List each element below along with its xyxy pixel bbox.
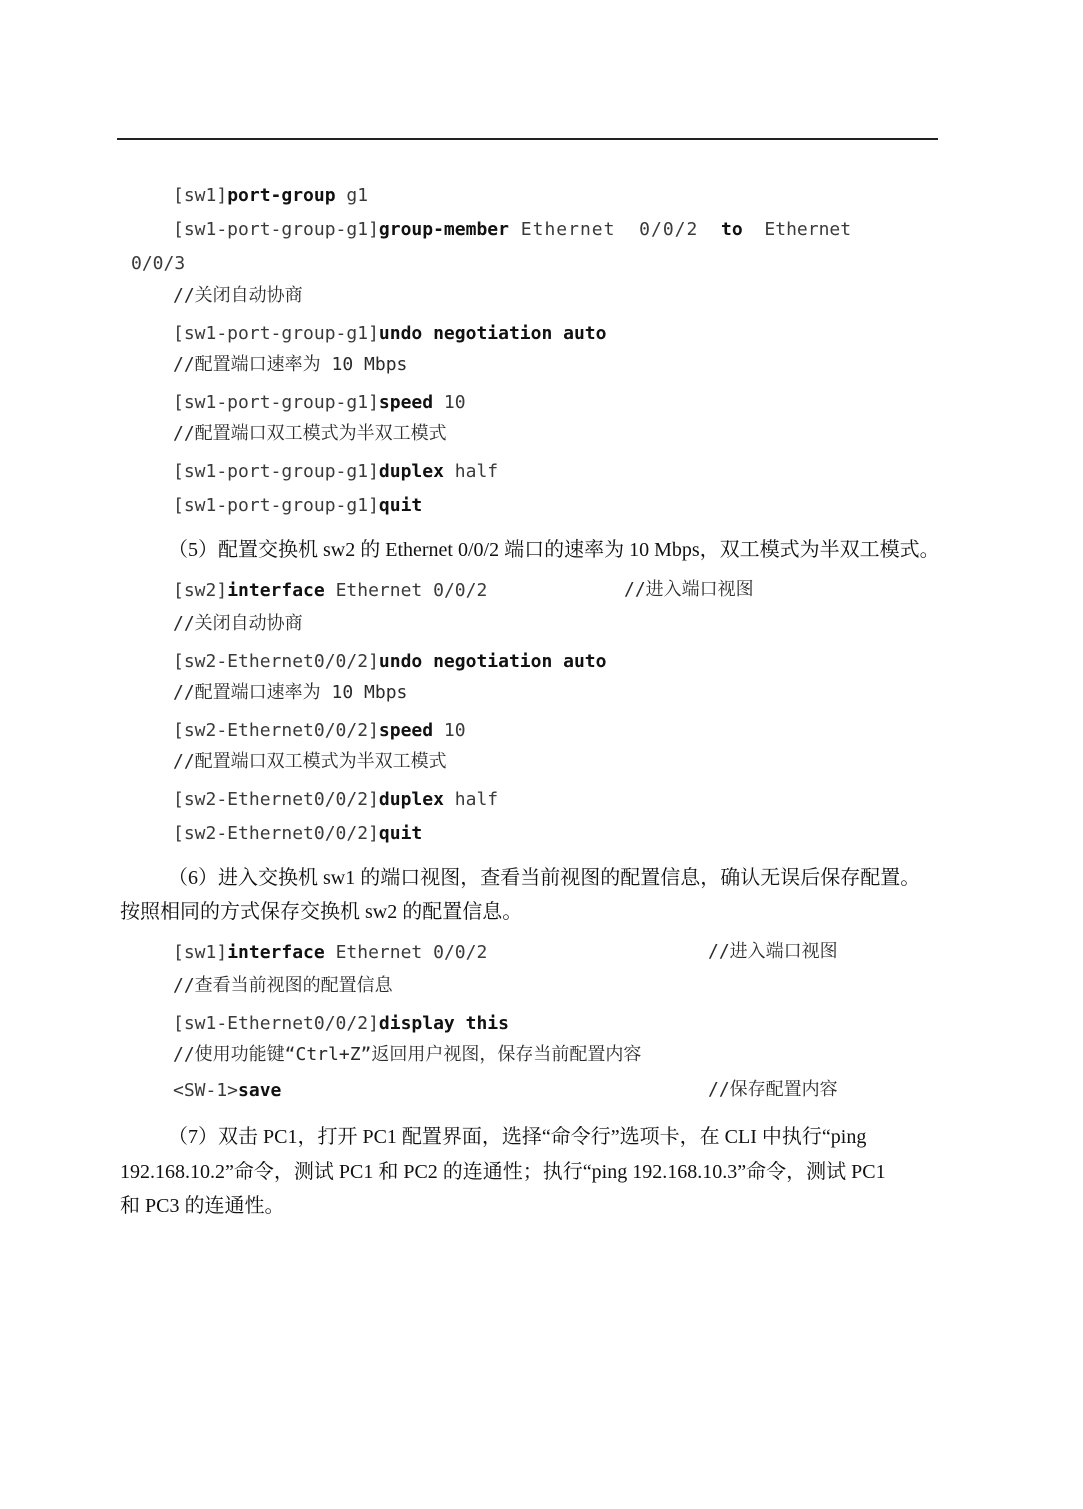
step-7-paragraph-line3: 和 PC3 的连通性。 — [120, 1195, 285, 1217]
comment-disable-autoneg: //关闭自动协商 — [173, 285, 303, 306]
step-6-paragraph-line1: （6）进入交换机 sw1 的端口视图，查看当前视图的配置信息，确认无误后保存配置。 — [168, 867, 921, 889]
comment-enter-port-view: //进入端口视图 — [624, 579, 754, 600]
code-line-undo-negotiation: [sw1-port-group-g1]undo negotiation auto — [173, 323, 607, 344]
code-line-port-group: [sw1]port-group g1 — [173, 185, 369, 206]
comment-save-config: //保存配置内容 — [708, 1079, 838, 1100]
comment-ctrl-z: //使用功能键“Ctrl+Z”返回用户视图，保存当前配置内容 — [173, 1044, 642, 1065]
comment-enter-port-view-2: //进入端口视图 — [708, 941, 838, 962]
header-rule — [117, 138, 938, 140]
comment-disable-autoneg-2: //关闭自动协商 — [173, 613, 303, 634]
code-line-sw2-quit: [sw2-Ethernet0/0/2]quit — [173, 823, 423, 844]
code-line-quit: [sw1-port-group-g1]quit — [173, 495, 423, 516]
comment-speed: //配置端口速率为 10 Mbps — [173, 354, 408, 375]
code-line-sw2-interface: [sw2]interface Ethernet 0/0/2 — [173, 580, 488, 601]
code-line-speed: [sw1-port-group-g1]speed 10 — [173, 392, 466, 413]
code-line-sw2-speed: [sw2-Ethernet0/0/2]speed 10 — [173, 720, 466, 741]
comment-speed-2: //配置端口速率为 10 Mbps — [173, 682, 408, 703]
code-line-sw2-undo-negotiation: [sw2-Ethernet0/0/2]undo negotiation auto — [173, 651, 607, 672]
comment-view-config: //查看当前视图的配置信息 — [173, 975, 393, 996]
code-line-sw2-duplex: [sw2-Ethernet0/0/2]duplex half — [173, 789, 499, 810]
step-7-paragraph-line1: （7）双击 PC1，打开 PC1 配置界面，选择“命令行”选项卡，在 CLI 中执行“ping — [168, 1126, 867, 1148]
step-7-paragraph-line2: 192.168.10.2”命令，测试 PC1 和 PC2 的连通性；执行“ping 192.168.10.3”命令，测试 PC1 — [120, 1161, 886, 1183]
code-line-duplex: [sw1-port-group-g1]duplex half — [173, 461, 499, 482]
code-line-display-this: [sw1-Ethernet0/0/2]display this — [173, 1013, 509, 1034]
code-line-group-member: [sw1-port-group-g1]group-member Ethernet 0/0/2 to Ethernet — [173, 219, 852, 240]
code-line-save: <SW-1>save — [173, 1080, 282, 1101]
step-5-paragraph: （5）配置交换机 sw2 的 Ethernet 0/0/2 端口的速率为 10 Mbps，双工模式为半双工模式。 — [168, 539, 940, 561]
comment-duplex: //配置端口双工模式为半双工模式 — [173, 423, 447, 444]
comment-duplex-2: //配置端口双工模式为半双工模式 — [173, 751, 447, 772]
code-line-sw1-interface: [sw1]interface Ethernet 0/0/2 — [173, 942, 488, 963]
step-6-paragraph-line2: 按照相同的方式保存交换机 sw2 的配置信息。 — [120, 901, 523, 923]
code-line-group-member-cont: 0/0/3 — [131, 253, 186, 274]
